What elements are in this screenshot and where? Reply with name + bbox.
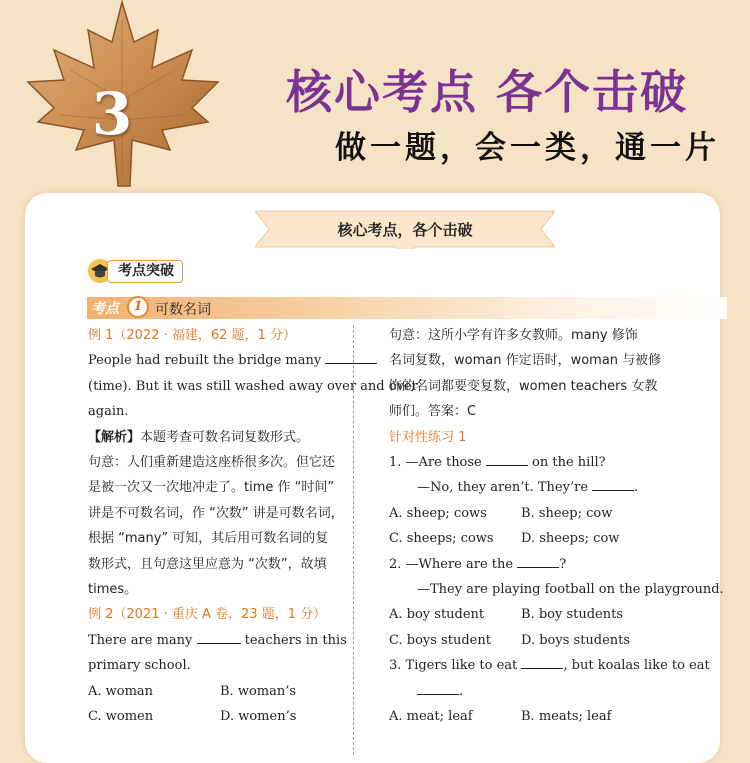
analysis-text: 句意：人们重新建造这座桥很多次。但它还 bbox=[88, 455, 336, 471]
answer-blank bbox=[197, 631, 241, 644]
analysis-text: times。 bbox=[88, 582, 138, 598]
option-row bbox=[389, 526, 672, 551]
option: D. sheeps; cow bbox=[521, 531, 620, 547]
answer-blank bbox=[521, 656, 563, 669]
example-1-heading: 例 1（2022 · 福建，62 题，1 分） bbox=[88, 328, 296, 343]
page-subtitle: 做一题，会一类，通一片 bbox=[335, 130, 720, 166]
right-column bbox=[389, 323, 724, 730]
example-2-heading: 例 2（2021 · 重庆 A 卷，23 题，1 分） bbox=[88, 607, 327, 623]
analysis-label: 【解析】 bbox=[88, 429, 141, 445]
option: C. sheeps; cows bbox=[389, 531, 494, 547]
option-row bbox=[389, 628, 672, 653]
answer-explanation: 师们。答案：C bbox=[389, 404, 477, 420]
analysis-text: 是被一次又一次地冲走了。time 作 “时间” bbox=[88, 480, 335, 496]
option-row bbox=[88, 704, 369, 729]
answer-explanation: 句意：这所小学有许多女教师。many 修饰 bbox=[389, 328, 638, 343]
option: A. meat; leaf bbox=[389, 709, 473, 725]
analysis-text: 数形式，且句意这里应意为 “次数”，故填 bbox=[88, 556, 327, 572]
analysis-text: 本题考查可数名词复数形式。 bbox=[140, 429, 310, 445]
option: A. woman bbox=[88, 683, 154, 699]
option-row bbox=[389, 704, 672, 729]
answer-blank bbox=[592, 478, 634, 491]
analysis-text: 讲是不可数名词，作 “次数” 讲是可数名词， bbox=[88, 505, 344, 521]
question-3: 3. Tigers like to eat , but koalas like to eat bbox=[389, 658, 710, 674]
option-row bbox=[88, 679, 369, 704]
example-2-question-line: There are many teachers in this bbox=[88, 632, 347, 648]
question-3-line: . bbox=[389, 679, 672, 704]
option: B. sheep; cow bbox=[521, 505, 613, 521]
practice-title: 针对性练习 1 bbox=[389, 429, 467, 445]
topic-bar bbox=[87, 297, 727, 319]
topic-title: 可数名词 bbox=[155, 302, 211, 318]
question-2: 2. —Where are the ? bbox=[389, 556, 567, 572]
option: A. sheep; cows bbox=[389, 505, 487, 521]
option: D. women’s bbox=[220, 709, 297, 725]
page-title: 核心考点 各个击破 bbox=[286, 65, 689, 119]
option: C. boys student bbox=[389, 632, 491, 648]
topic-number: 1 bbox=[127, 296, 149, 318]
answer-blank bbox=[417, 682, 459, 695]
option: D. boys students bbox=[521, 632, 631, 648]
option: C. women bbox=[88, 709, 154, 725]
option: A. boy student bbox=[389, 607, 485, 623]
answer-blank bbox=[486, 453, 528, 466]
option: B. boy students bbox=[521, 607, 623, 623]
answer-blank bbox=[325, 351, 377, 364]
option: B. meats; leaf bbox=[521, 709, 612, 725]
example-1-question-line: People had rebuilt the bridge many bbox=[88, 348, 369, 373]
question-1: 1. —Are those on the hill? bbox=[389, 455, 606, 471]
answer-explanation: 名词复数，woman 作定语时，woman 与被修 bbox=[389, 353, 662, 369]
analysis-text: 根据 “many” 可知，其后用可数名词的复 bbox=[88, 531, 329, 547]
banner-label: 核心考点，各个击破 bbox=[337, 221, 473, 239]
answer-blank bbox=[517, 555, 559, 568]
question-2-line: —They are playing football on the playground. bbox=[417, 582, 724, 598]
question-1-line: —No, they aren’t. They’re . bbox=[417, 480, 639, 496]
example-1-question-line: again. bbox=[88, 404, 129, 420]
option-row bbox=[389, 602, 672, 627]
left-column bbox=[88, 323, 418, 730]
example-1-question-line: (time). But it was still washed away over and over bbox=[88, 378, 418, 394]
topic-tag: 考点 bbox=[91, 301, 119, 317]
section-label: 考点突破 bbox=[107, 260, 183, 283]
option-row bbox=[389, 501, 672, 526]
example-2-question-line: primary school. bbox=[88, 658, 191, 674]
option: B. woman’s bbox=[220, 683, 297, 699]
answer-explanation: 饰的名词都要变复数，women teachers 女教 bbox=[389, 378, 658, 394]
section-number: 3 bbox=[91, 80, 133, 148]
